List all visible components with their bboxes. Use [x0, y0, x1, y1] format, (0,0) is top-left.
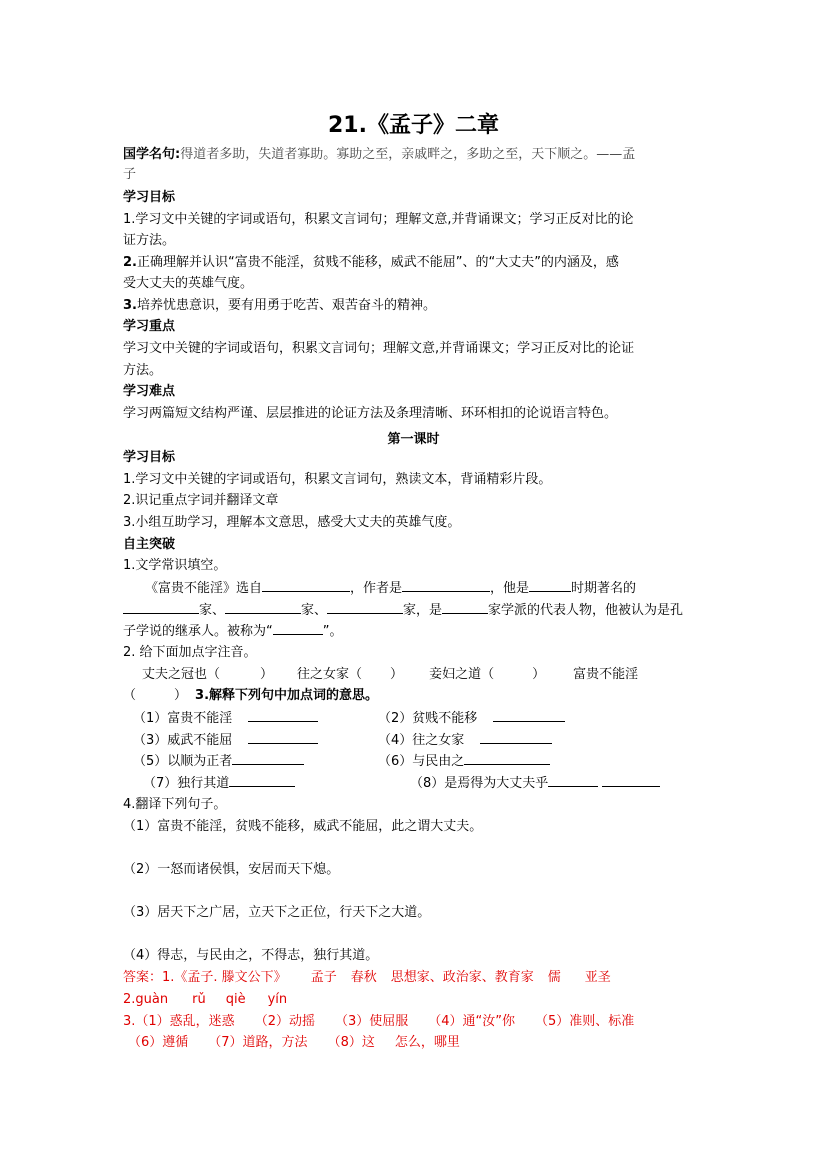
q3-item-5 — [133, 752, 304, 771]
q1-text-j: ”。 — [322, 624, 343, 639]
q3-item-7-text: （7）独行其道 — [143, 776, 230, 791]
lesson-goals-heading: 学习目标 — [123, 450, 176, 465]
q4-item-4: （4）得志，与民由之，不得志，独行其道。 — [123, 948, 379, 963]
goal-3 — [123, 297, 436, 315]
q2-word-2: 往之女家（ — [297, 667, 363, 682]
quote-line — [123, 146, 635, 164]
quote-text: 得道者多助，失道者寡助。寡助之至，亲戚畔之，多助之至，天下顺之。——孟 — [180, 147, 636, 162]
q1-text-h: 家学派的代表人物，他被认为是孔 — [488, 603, 684, 618]
answer-2c: qiè — [225, 992, 246, 1007]
q4-item-2: （2）一怒而诸侯惧，安居而天下熄。 — [123, 862, 340, 877]
q1-text-b: ，作者是 — [350, 581, 403, 596]
goal-2-cont: 受大丈夫的英雄气度。 — [123, 276, 254, 291]
lesson-goal-2: 2.识记重点字词并翻译文章 — [123, 493, 279, 508]
answers-line-2 — [123, 991, 287, 1009]
answers-line-3 — [123, 1013, 634, 1031]
q2-line-2 — [123, 687, 378, 705]
q3-item-6-text: （6）与民由之 — [378, 754, 465, 769]
q1-label: 1.文学常识填空。 — [123, 558, 227, 573]
lesson-goal-3: 3.小组互助学习，理解本文意思，感受大丈夫的英雄气度。 — [123, 515, 461, 530]
blank-q3-3[interactable] — [248, 731, 318, 744]
q2-line-1 — [142, 666, 638, 684]
answer-3f: （6）遵循 — [128, 1035, 189, 1050]
q3-item-3 — [133, 731, 318, 750]
focus-heading: 学习重点 — [123, 319, 176, 334]
blank-q3-2[interactable] — [493, 709, 565, 722]
goal-3-num: 3. — [123, 298, 137, 313]
blank-role-1[interactable] — [123, 601, 199, 614]
q3-item-2-text: （2）贫贱不能移 — [378, 711, 478, 726]
difficulty-line: 学习两篇短文结构严谨、层层推进的论证方法及条理清晰、环环相扣的论说语言特色。 — [123, 406, 618, 421]
blank-author[interactable] — [402, 579, 490, 592]
q3-item-8 — [410, 774, 660, 793]
goal-2-text: 正确理解并认识“富贵不能淫，贫贱不能移，威武不能屈”、的“大丈夫”的内涵及，感 — [136, 255, 619, 270]
blank-q3-5[interactable] — [232, 752, 304, 765]
q1-text-a: 《富贵不能淫》选自 — [145, 581, 263, 596]
answers-line-4 — [128, 1034, 460, 1052]
q3-item-1-text: （1）富贵不能淫 — [133, 711, 233, 726]
q3-item-4-text: （4）往之女家 — [378, 733, 465, 748]
q2-paren-3: ） — [532, 667, 546, 682]
q4-label: 4.翻译下列句子。 — [123, 797, 227, 812]
answer-3i: 怎么，哪里 — [394, 1035, 460, 1050]
goal-1-cont: 证方法。 — [123, 233, 176, 248]
lesson-goal-1: 1.学习文中关键的字词或语句，积累文言词句，熟读文本，背诵精彩片段。 — [123, 472, 552, 487]
q2-label: 2. 给下面加点字注音。 — [123, 645, 257, 660]
q2-word-1: 丈夫之冠也（ — [142, 667, 221, 682]
answer-3c: （3）使屈服 — [334, 1014, 409, 1029]
quote-text-cont: 子 — [123, 167, 137, 182]
self-heading: 自主突破 — [123, 537, 176, 552]
blank-q3-1[interactable] — [248, 709, 318, 722]
answer-1d: 思想家、政治家、教育家 — [390, 970, 534, 985]
q1-text-c: ，他是 — [490, 581, 530, 596]
q1-text-g: 家，是 — [403, 603, 443, 618]
blank-q3-4[interactable] — [480, 731, 552, 744]
quote-label: 国学名句: — [123, 147, 181, 162]
difficulty-heading: 学习难点 — [123, 384, 176, 399]
blank-period[interactable] — [529, 579, 571, 592]
goal-1: 1.学习文中关键的字词或语句，积累文言词句；理解文意,并背诵课文；学习正反对比的论 — [123, 212, 634, 227]
q1-line-3 — [123, 622, 343, 641]
focus-line-2: 方法。 — [123, 363, 163, 378]
q1-text-d: 时期著名的 — [571, 581, 637, 596]
q4-item-3: （3）居天下之广居，立天下之正位，行天下之大道。 — [123, 905, 431, 920]
page-title: 21.《孟子》二章 — [328, 113, 499, 138]
lesson-heading: 第一课时 — [387, 432, 440, 447]
q2-paren-1: ） — [260, 667, 274, 682]
blank-source[interactable] — [262, 579, 350, 592]
goal-3-text: 培养忧患意识，要有用勇于吃苦、艰苦奋斗的精神。 — [136, 298, 436, 313]
blank-q3-8a[interactable] — [548, 774, 598, 787]
q3-item-6 — [378, 752, 550, 771]
answer-2a: 2.guàn — [123, 992, 169, 1007]
blank-role-3[interactable] — [327, 601, 403, 614]
goal-2 — [123, 254, 619, 272]
answer-3b: （2）动摇 — [254, 1014, 315, 1029]
blank-q3-6[interactable] — [464, 752, 550, 765]
blank-q3-7[interactable] — [229, 774, 295, 787]
goal-2-num: 2. — [123, 255, 137, 270]
focus-line-1: 学习文中关键的字词或语句，积累文言词句；理解文意,并背诵课文；学习正反对比的论证 — [123, 341, 635, 356]
q3-item-1 — [133, 709, 318, 728]
blank-q3-8b[interactable] — [602, 774, 660, 787]
q2-paren-2: ） — [390, 667, 404, 682]
q1-text-i: 子学说的继承人。被称为“ — [123, 624, 273, 639]
answer-3e: （5）准则、标准 — [535, 1014, 635, 1029]
answer-1a: 1.《孟子. 滕文公下》 — [162, 970, 287, 985]
q3-item-8-text: （8）是焉得为大丈夫乎 — [410, 776, 549, 791]
q2-paren-4-open: （ — [123, 688, 137, 703]
q3-item-7 — [143, 774, 295, 793]
q3-item-5-text: （5）以顺为正者 — [133, 754, 233, 769]
answer-1f: 亚圣 — [584, 970, 611, 985]
answer-3h: （8）这 — [327, 1035, 375, 1050]
q3-item-3-text: （3）威武不能屈 — [133, 733, 233, 748]
blank-role-2[interactable] — [225, 601, 301, 614]
answers-line-1 — [123, 969, 611, 987]
answer-3g: （7）道路，方法 — [208, 1035, 308, 1050]
q1-line-1 — [145, 579, 636, 598]
goals-heading: 学习目标 — [123, 190, 176, 205]
q1-line-2 — [123, 601, 683, 620]
q3-item-4 — [378, 731, 552, 750]
answer-1e: 儒 — [547, 970, 561, 985]
answer-3d: （4）通“汝”你 — [428, 1014, 515, 1029]
q2-paren-4-close: ） — [174, 688, 188, 703]
q3-label: 3.解释下列句中加点词的意思。 — [195, 688, 379, 703]
answer-3a: 3.（1）惑乱，迷惑 — [123, 1014, 235, 1029]
blank-school[interactable] — [442, 601, 488, 614]
q4-item-1: （1）富贵不能淫，贫贱不能移，威武不能屈，此之谓大丈夫。 — [123, 819, 483, 834]
blank-title[interactable] — [273, 622, 323, 635]
answer-2d: yín — [267, 992, 288, 1007]
q1-text-f: 家、 — [301, 603, 328, 618]
q3-item-2 — [378, 709, 565, 728]
answer-1b: 孟子 — [310, 970, 337, 985]
q1-text-e: 家、 — [199, 603, 226, 618]
answers-label: 答案： — [123, 970, 163, 985]
answer-1c: 春秋 — [350, 970, 377, 985]
q2-word-3: 妾妇之道（ — [429, 667, 495, 682]
answer-2b: rǔ — [192, 992, 206, 1007]
q2-word-4: 富贵不能淫 — [573, 667, 639, 682]
